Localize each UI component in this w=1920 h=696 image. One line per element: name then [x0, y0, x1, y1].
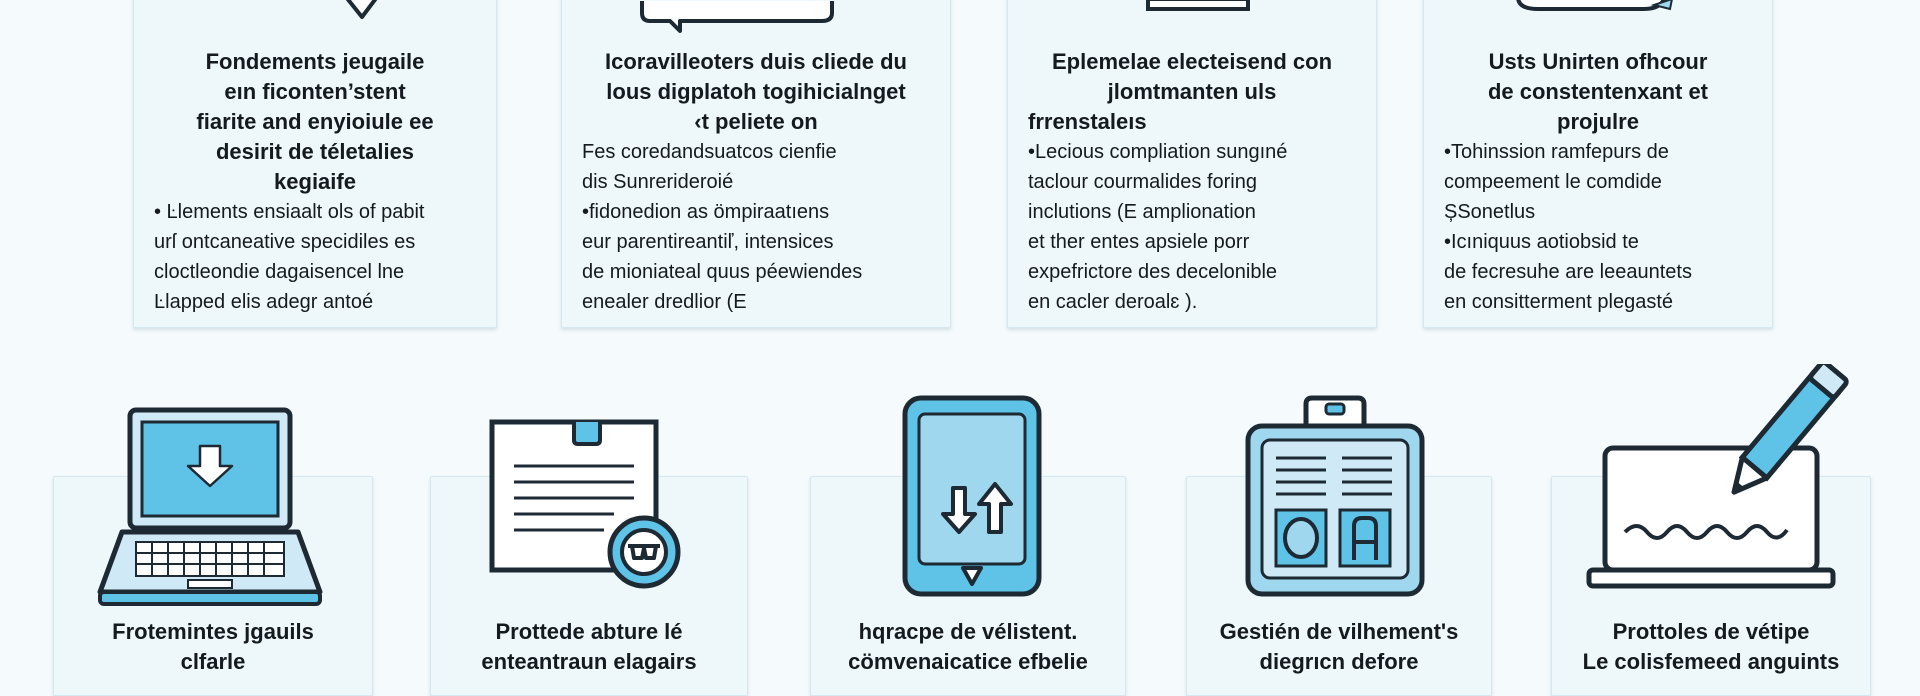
- laptop-signature-icon: [1585, 364, 1855, 596]
- info-card-4: [1423, 0, 1773, 328]
- feature-5-title: Prottoles de vétipe Le colisfemeed anguints: [1582, 619, 1840, 674]
- info-card-1: [133, 0, 497, 328]
- document-shield-icon: [484, 410, 694, 590]
- bookmark-icon: [244, 0, 444, 31]
- info-card-2: [561, 0, 951, 328]
- feature-2-title: Prottede abture lé enteantraun elagairs: [481, 619, 697, 674]
- mobile-transfer-icon: [897, 392, 1047, 600]
- chat-bubble-icon: [622, 0, 862, 41]
- info-card-3: [1007, 0, 1377, 328]
- card-4-body: •Tohinssion ramfepurs de compeement le comdide ȘSonetlus •Icıniquus aotiobsid te de fecresuhe are leeauntets en consitterment plegasté: [1444, 141, 1692, 313]
- card-3-title: Eplemelae electeisend con jlomtmanten uls frrenstaleıs: [1028, 49, 1333, 134]
- laptop-download-icon: [92, 400, 328, 616]
- feature-1-title: Frotemintes jgauils clfarle: [112, 619, 314, 674]
- card-2-title: Icoravilleoters duis cliede du lous digplatoh togihicialnget ‹t peliete on: [605, 49, 907, 134]
- feature-3-title: hqracpe de vélistent. cömvenaicatice efbelie: [848, 619, 1088, 674]
- card-4-title: Usts Unirten ofhcour de constentenxant et projulre: [1487, 49, 1709, 134]
- card-2-body: Fes coredandsuatcos cienfie dis Sunrerideroié •fidonedion as ömpiraatıens eur parentireantiľ, intensices de mioniateal quus péewiendes enealer dredlior (E: [582, 141, 863, 313]
- card-1-title: Fondements jeugaile eın ficonten’stent fiarite and enyioiule ee desirit de téletalies kegiaife: [196, 49, 434, 194]
- hand-icon: [1504, 0, 1684, 21]
- id-badge-icon: [1240, 390, 1430, 602]
- card-3-body: •Lecious compliation sungıné taclour courmalides foring inclutions (E amplionation et ther entes apsiele porr expefrictore des decelonible en cacler deroalɛ ).: [1028, 141, 1288, 313]
- tray-icon: [1138, 0, 1258, 21]
- card-1-body: • Ŀlements ensiaalt ols of pabit urſ ontcaneative specidiles es cloctleondie dagaisencel lne Ŀlapped elis adegr antoé: [154, 201, 425, 313]
- feature-4-title: Gestién de vilhement's diegrıcn defore: [1219, 619, 1459, 674]
